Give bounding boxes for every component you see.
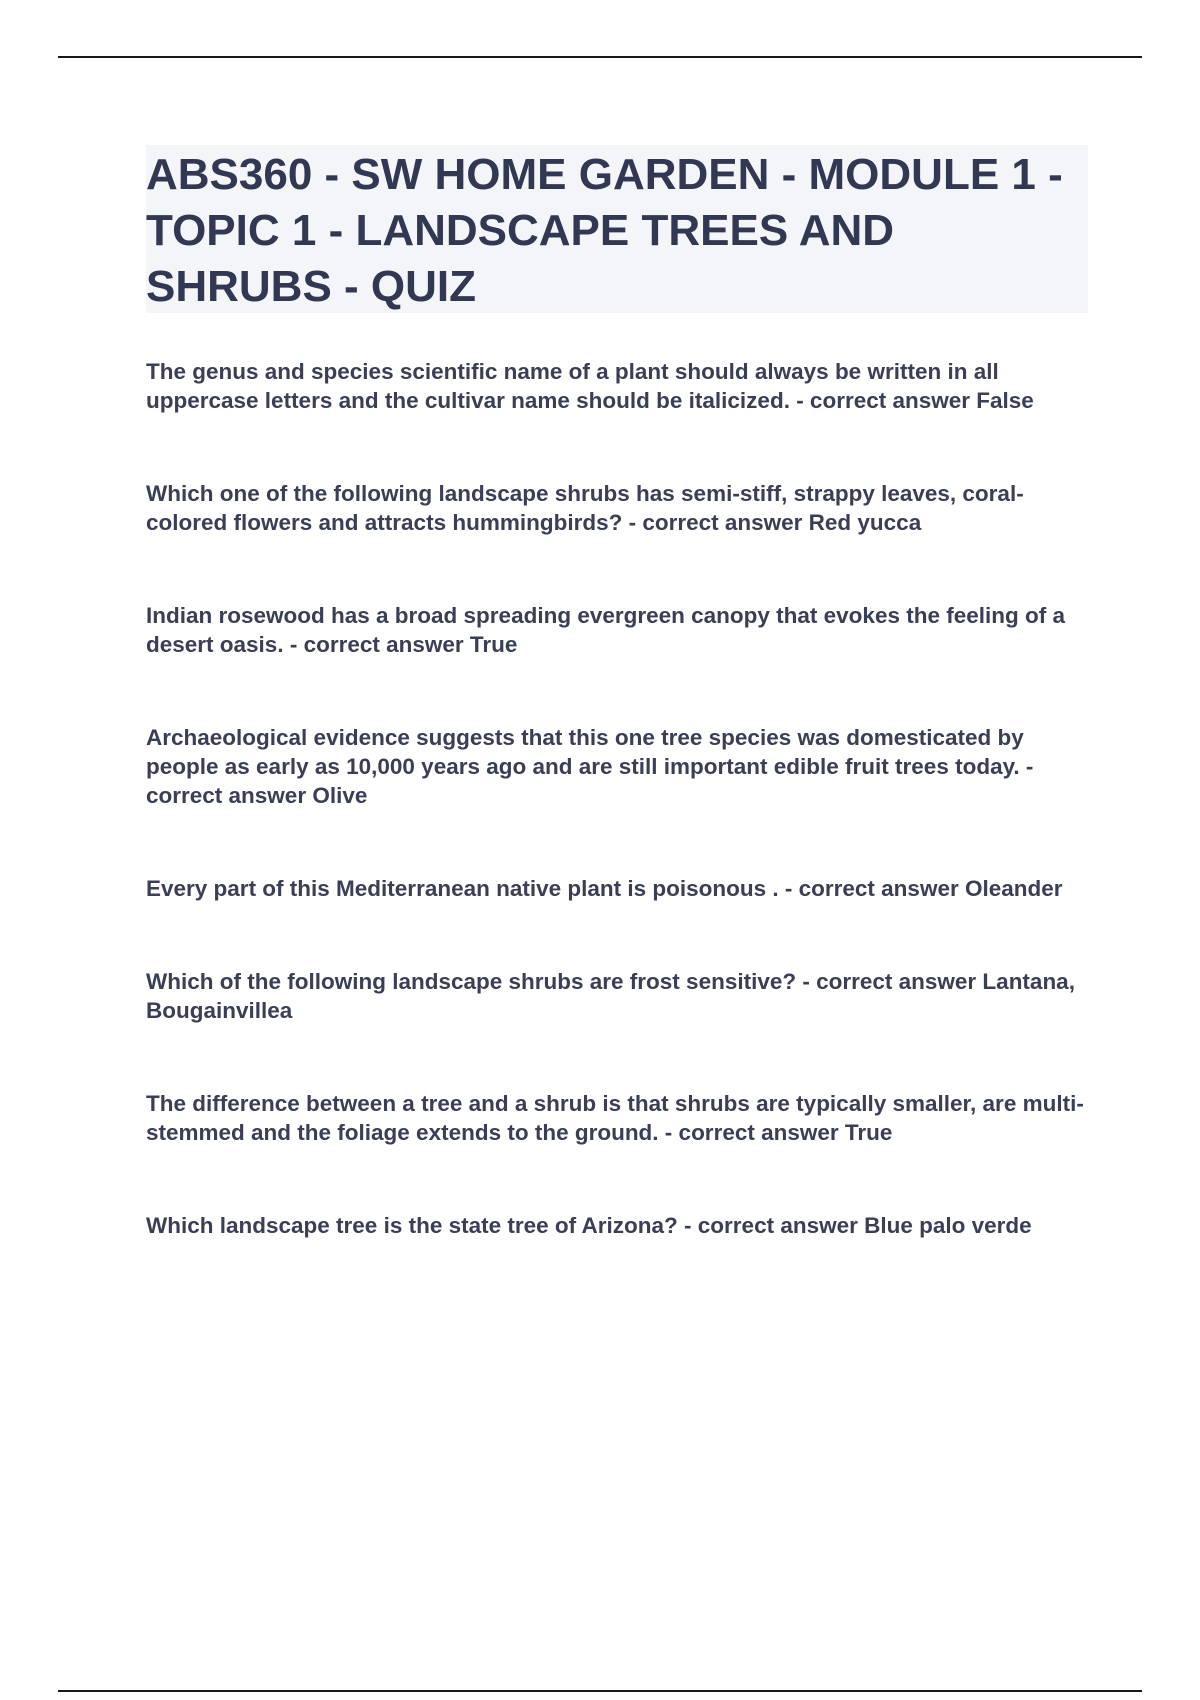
document-title: ABS360 - SW HOME GARDEN - MODULE 1 - TOPIC 1 - LANDSCAPE TREES AND SHRUBS - QUIZ	[146, 150, 1063, 311]
qa-item: Every part of this Mediterranean native plant is poisonous . - correct answer Oleander	[146, 876, 1063, 901]
qa-item: Which landscape tree is the state tree of Arizona? - correct answer Blue palo verde	[146, 1213, 1032, 1238]
bottom-rule	[58, 1690, 1142, 1692]
qa-item: Indian rosewood has a broad spreading evergreen canopy that evokes the feeling of a desert oasis. - correct answer True	[146, 603, 1065, 657]
qa-item: The genus and species scientific name of a plant should always be written in all uppercase letters and the cultivar name should be italicized. - correct answer False	[146, 359, 1034, 413]
top-rule	[58, 56, 1142, 58]
qa-item: Which one of the following landscape shrubs has semi-stiff, strappy leaves, coral-colored flowers and attracts hummingbirds? - correct answer Red yucca	[146, 481, 1024, 535]
qa-item: The difference between a tree and a shrub is that shrubs are typically smaller, are multi-stemmed and the foliage extends to the ground. - correct answer True	[146, 1091, 1084, 1145]
qa-list	[146, 357, 1091, 1240]
qa-item: Archaeological evidence suggests that this one tree species was domesticated by people as early as 10,000 years ago and are still important edible fruit trees today. - correct answer Olive	[146, 725, 1034, 808]
title-block	[146, 145, 1088, 313]
qa-item: Which of the following landscape shrubs are frost sensitive? - correct answer Lantana, Bougainvillea	[146, 969, 1075, 1023]
